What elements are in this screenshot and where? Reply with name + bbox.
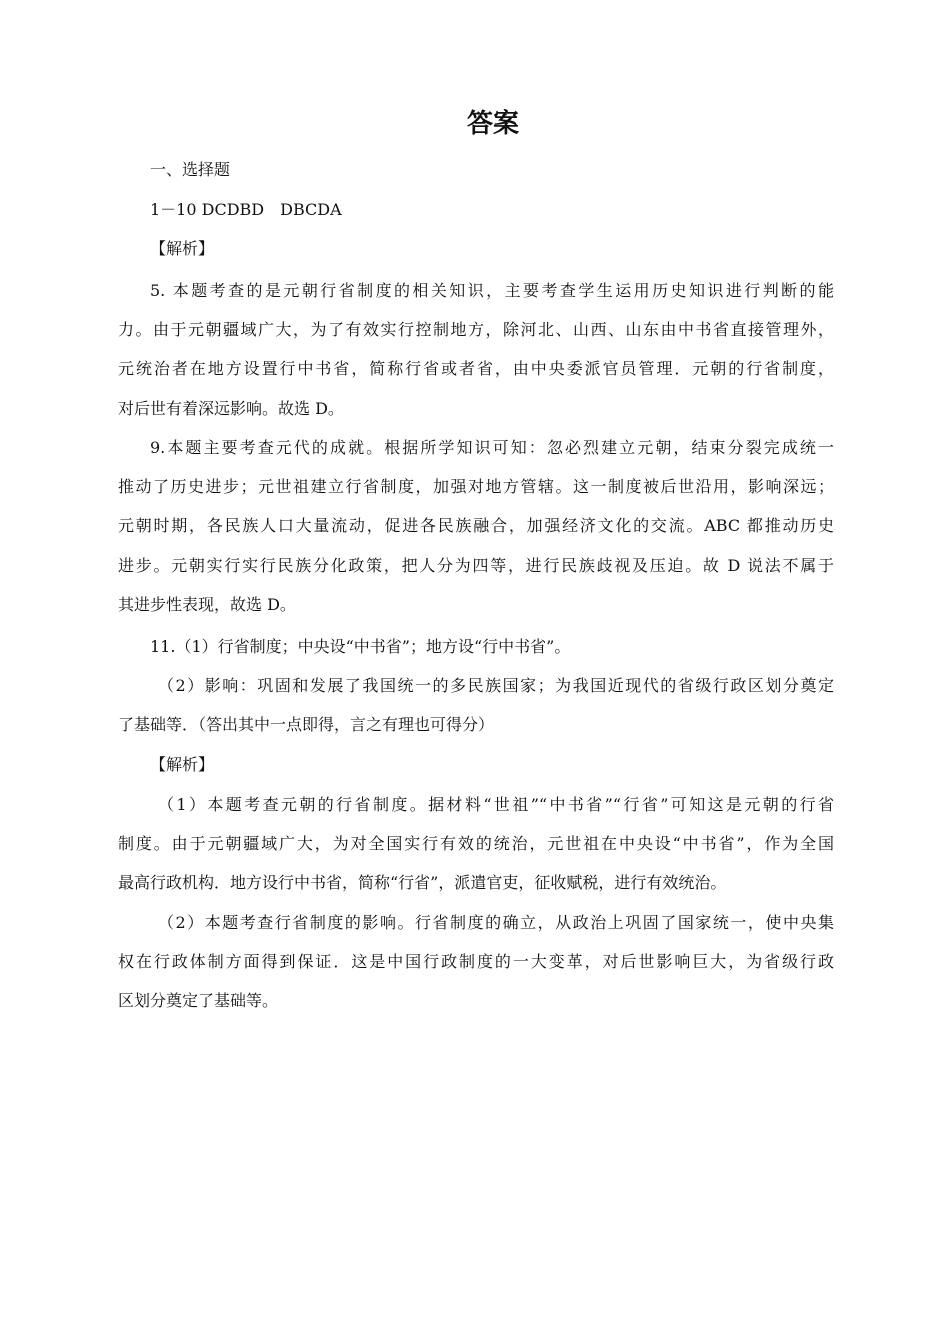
analysis-label: 【解析】 bbox=[150, 755, 215, 774]
q5-analysis-line: 元统治者在地方设置行中书省，简称行省或者省，由中央委派官员管理．元朝的行省制度， bbox=[118, 359, 834, 378]
q11-answer-2-line: 了基础等．（答出其中一点即得，言之有理也可得分） bbox=[118, 715, 495, 734]
q11-answer-2-line: （2）影响：巩固和发展了我国统一的多民族国家；为我国近现代的省级行政区划分奠定 bbox=[158, 676, 834, 695]
q5-analysis-line: 力。由于元朝疆域广大，为了有效实行控制地方，除河北、山西、山东由中书省直接管理外， bbox=[118, 320, 834, 339]
q11-analysis-1-line: 制度。由于元朝疆域广大，为对全国实行有效的统治，元世祖在中央设“中书省”，作为全国 bbox=[118, 834, 834, 853]
q11-analysis-2-line: 权在行政体制方面得到保证．这是中国行政制度的一大变革，对后世影响巨大，为省级行政 bbox=[118, 952, 834, 971]
q9-analysis-line: 9.本题主要考查元代的成就。根据所学知识可知：忽必烈建立元朝，结束分裂完成统一 bbox=[150, 438, 834, 457]
q11-analysis-2-line: 区划分奠定了基础等。 bbox=[118, 991, 279, 1010]
q9-analysis-line: 其进步性表现，故选 D。 bbox=[118, 595, 296, 614]
section-heading: 一、选择题 bbox=[150, 160, 231, 179]
analysis-label: 【解析】 bbox=[150, 239, 215, 258]
page-title: 答案 bbox=[466, 109, 519, 139]
q9-analysis-line: 推动了历史进步；元世祖建立行省制度，加强对地方管辖。这一制度被后世沿用，影响深远； bbox=[118, 477, 834, 496]
q5-analysis-line: 对后世有着深远影响。故选 D。 bbox=[118, 399, 344, 418]
q5-analysis-line: 5. 本题考查的是元朝行省制度的相关知识，主要考查学生运用历史知识进行判断的能 bbox=[150, 281, 834, 300]
q11-analysis-1-line: 最高行政机构．地方设行中书省，简称“行省”，派遣官吏，征收赋税，进行有效统治。 bbox=[118, 873, 727, 892]
q11-analysis-2-line: （2）本题考查行省制度的影响。行省制度的确立，从政治上巩固了国家统一，使中央集 bbox=[158, 913, 834, 932]
q9-analysis-line: 元朝时期，各民族人口大量流动，促进各民族融合，加强经济文化的交流。ABC 都推动历史 bbox=[118, 516, 834, 535]
multiple-choice-answers: 1－10 DCDBD DBCDA bbox=[150, 200, 342, 219]
q9-analysis-line: 进步。元朝实行实行民族分化政策，把人分为四等，进行民族歧视及压迫。故 D 说法不属于 bbox=[118, 556, 834, 575]
q11-answer-1: 11.（1）行省制度；中央设“中书省”；地方设“行中书省”。 bbox=[150, 637, 571, 656]
q11-analysis-1-line: （1）本题考查元朝的行省制度。据材料“世祖”“中书省”“行省”可知这是元朝的行省 bbox=[158, 795, 834, 814]
